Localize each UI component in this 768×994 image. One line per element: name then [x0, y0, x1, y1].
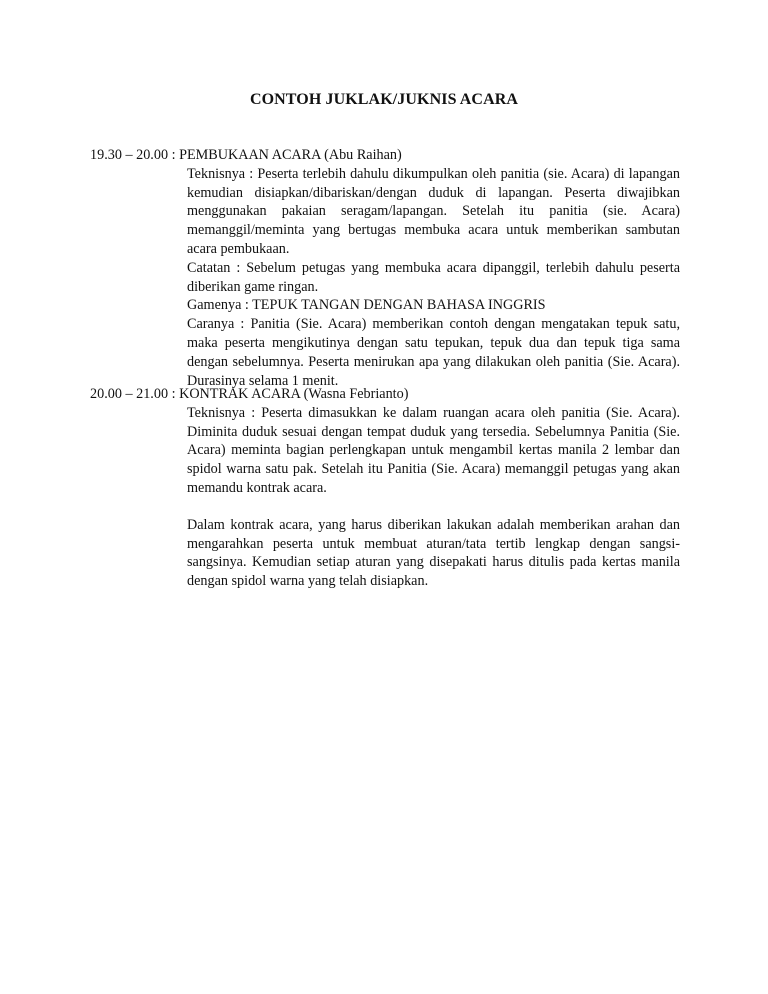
section-heading: 20.00 – 21.00 : KONTRAK ACARA (Wasna Febrianto) — [90, 386, 409, 402]
paragraph-teknisnya: Teknisnya : Peserta dimasukkan ke dalam ruangan acara oleh panitia (Sie. Acara). Diminita duduk sesuai dengan tempat duduk yang tersedia. Sebelumnya Panitia (Sie. Acara) meminta bagian perlengkapan untuk mengambil kertas manila 2 lembar dan spidol warna satu pak. Setelah itu Panitia (Sie. Acara) memanggil petugas yang akan memandu kontrak acara. — [187, 404, 680, 496]
section-pembukaan-acara — [90, 146, 680, 390]
paragraph-dalam-kontrak-acara: Dalam kontrak acara, yang harus diberikan lakukan adalah memberikan arahan dan mengarahkan peserta untuk membuat aturan/tata tertib lengkap dengan sangsi-sangsinya. Kemudian setiap aturan yang disepakati harus ditulis pada kertas manila dengan spidol warna yang telah disiapkan. — [187, 516, 680, 590]
paragraph-teknisnya: Teknisnya : Peserta terlebih dahulu dikumpulkan oleh panitia (sie. Acara) di lapangan kemudian disiapkan/dibariskan/dengan duduk di lapangan. Peserta diwajibkan menggunakan pakaian seragam/lapangan. Setelah itu panitia (sie. Acara) memanggil/meminta yang bertugas membuka acara untuk memberikan sambutan acara pembukaan. — [187, 165, 680, 257]
section-heading: 19.30 – 20.00 : PEMBUKAAN ACARA (Abu Raihan) — [90, 147, 402, 163]
paragraph-spacer — [187, 498, 680, 516]
section-body — [187, 404, 680, 591]
section-body — [187, 165, 680, 391]
paragraph-catatan: Catatan : Sebelum petugas yang membuka acara dipanggil, terlebih dahulu peserta diberikan game ringan. — [187, 259, 680, 295]
document-title: CONTOH JUKLAK/JUKNIS ACARA — [249, 91, 519, 108]
section-kontrak-acara — [90, 385, 680, 591]
paragraph-gamenya: Gamenya : TEPUK TANGAN DENGAN BAHASA INGGRIS — [187, 297, 546, 314]
paragraph-caranya: Caranya : Panitia (Sie. Acara) memberikan contoh dengan mengatakan tepuk satu, maka peserta mengikutinya dengan satu tepukan, tepuk dua dan tepuk tiga sama dengan sebelumnya. Peserta menirukan apa yang dilakukan oleh panitia (Sie. Acara). Durasinya selama 1 menit. — [187, 316, 680, 389]
